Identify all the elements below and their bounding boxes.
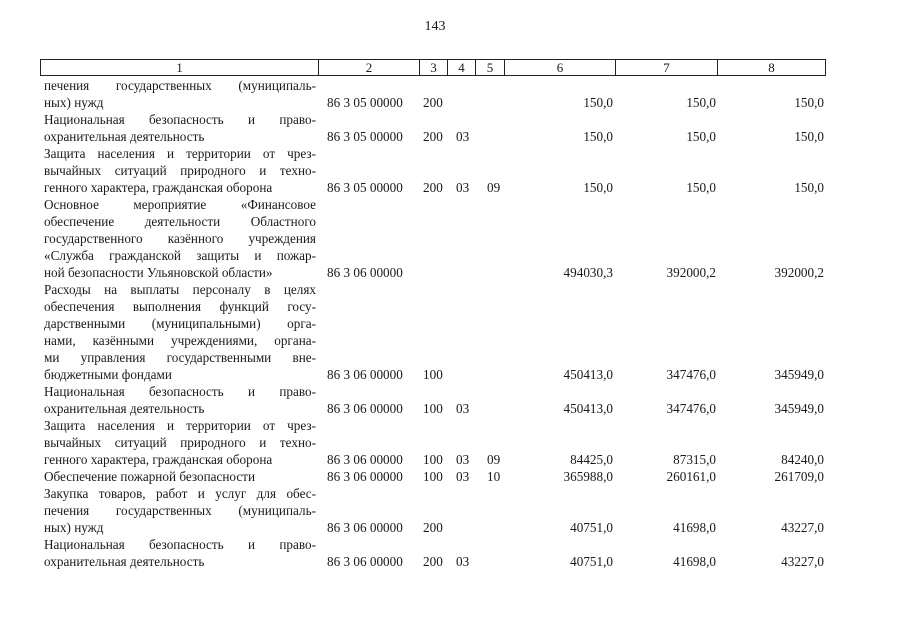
row-value-col8: 345949,0: [774, 367, 824, 382]
row-expense-type: 200: [423, 95, 443, 110]
row-value-col8: 43227,0: [781, 554, 824, 569]
row-section: 03: [456, 452, 470, 467]
page-number: 143: [424, 19, 446, 34]
row-section: 03: [456, 554, 470, 569]
row-value-col8: 392000,2: [774, 265, 824, 280]
row-value-col7: 150,0: [686, 129, 716, 144]
row-description-line: Расходы на выплаты персоналу в целях: [44, 282, 316, 297]
row-value-col6: 150,0: [583, 180, 613, 195]
row-value-col6: 494030,3: [563, 265, 613, 280]
header-col-8: 8: [718, 60, 826, 76]
row-value-col6: 150,0: [583, 95, 613, 110]
row-description-line: ных) нужд: [44, 520, 104, 535]
table-header: [40, 59, 826, 76]
row-description: [44, 536, 316, 570]
row-value-col8: 261709,0: [774, 469, 824, 484]
row-description-line: обеспечение деятельности Областного: [44, 214, 316, 229]
row-description-line: ми управления государственными вне-: [44, 350, 316, 365]
row-code: 86 3 06 00000: [327, 265, 403, 280]
row-code: 86 3 05 00000: [327, 129, 403, 144]
row-description-line: Защита населения и территории от чрез-: [44, 146, 316, 161]
table-row: [0, 196, 905, 281]
row-value-col8: 84240,0: [781, 452, 824, 467]
header-col-5: 5: [476, 60, 505, 76]
row-description: [44, 485, 316, 536]
row-description-line: Закупка товаров, работ и услуг для обес-: [44, 486, 316, 501]
header-col-4: 4: [448, 60, 476, 76]
row-description-line: вычайных ситуаций природного и техно-: [44, 163, 316, 178]
row-code: 86 3 06 00000: [327, 401, 403, 416]
row-expense-type: 100: [423, 452, 443, 467]
row-description-line: охранительная деятельность: [44, 554, 205, 569]
header-col-1: 1: [41, 60, 319, 76]
row-description: [44, 196, 316, 281]
row-value-col8: 150,0: [794, 129, 824, 144]
row-description-line: ной безопасности Ульяновской области»: [44, 265, 273, 280]
row-section: 03: [456, 401, 470, 416]
table-row: [0, 417, 905, 468]
row-code: 86 3 06 00000: [327, 554, 403, 569]
row-value-col6: 450413,0: [563, 401, 613, 416]
table-row: [0, 77, 905, 111]
row-expense-type: 200: [423, 554, 443, 569]
row-value-col7: 347476,0: [666, 401, 716, 416]
row-subsection: 09: [487, 452, 501, 467]
row-description: [44, 111, 316, 145]
row-subsection: 09: [487, 180, 501, 195]
row-expense-type: 200: [423, 520, 443, 535]
row-description-line: дарственными (муниципальными) орга-: [44, 316, 316, 331]
row-value-col7: 392000,2: [666, 265, 716, 280]
row-code: 86 3 06 00000: [327, 452, 403, 467]
row-description-line: бюджетными фондами: [44, 367, 172, 382]
table-row: [0, 145, 905, 196]
row-expense-type: 200: [423, 180, 443, 195]
row-value-col6: 40751,0: [570, 520, 613, 535]
row-expense-type: 200: [423, 129, 443, 144]
row-value-col7: 87315,0: [673, 452, 716, 467]
row-value-col6: 84425,0: [570, 452, 613, 467]
row-code: 86 3 06 00000: [327, 367, 403, 382]
row-section: 03: [456, 180, 470, 195]
row-description-line: Национальная безопасность и право-: [44, 384, 316, 399]
table-row: [0, 485, 905, 536]
row-section: 03: [456, 129, 470, 144]
row-description-line: охранительная деятельность: [44, 129, 205, 144]
row-value-col7: 41698,0: [673, 520, 716, 535]
table-row: [0, 468, 905, 485]
row-description: [44, 468, 316, 485]
row-description: [44, 417, 316, 468]
row-value-col7: 150,0: [686, 95, 716, 110]
row-description-line: «Служба гражданской защиты и пожар-: [44, 248, 316, 263]
row-value-col6: 40751,0: [570, 554, 613, 569]
row-value-col6: 365988,0: [563, 469, 613, 484]
row-value-col8: 345949,0: [774, 401, 824, 416]
row-description-line: Национальная безопасность и право-: [44, 537, 316, 552]
row-value-col8: 150,0: [794, 95, 824, 110]
row-description-line: Защита населения и территории от чрез-: [44, 418, 316, 433]
row-expense-type: 100: [423, 401, 443, 416]
header-col-2: 2: [319, 60, 420, 76]
row-description-line: ных) нужд: [44, 95, 104, 110]
row-code: 86 3 05 00000: [327, 95, 403, 110]
row-code: 86 3 06 00000: [327, 469, 403, 484]
row-subsection: 10: [487, 469, 501, 484]
row-description-line: обеспечения выполнения функций госу-: [44, 299, 316, 314]
table-row: [0, 536, 905, 570]
row-value-col6: 150,0: [583, 129, 613, 144]
row-description-line: охранительная деятельность: [44, 401, 205, 416]
row-description-line: Национальная безопасность и право-: [44, 112, 316, 127]
row-description: [44, 383, 316, 417]
row-value-col7: 150,0: [686, 180, 716, 195]
row-description: [44, 77, 316, 111]
row-description: [44, 145, 316, 196]
row-value-col7: 260161,0: [666, 469, 716, 484]
row-expense-type: 100: [423, 469, 443, 484]
row-value-col6: 450413,0: [563, 367, 613, 382]
row-description-line: вычайных ситуаций природного и техно-: [44, 435, 316, 450]
row-description-line: генного характера, гражданская оборона: [44, 180, 273, 195]
header-col-7: 7: [616, 60, 718, 76]
row-description-line: Основное мероприятие «Финансовое: [44, 197, 316, 212]
row-code: 86 3 06 00000: [327, 520, 403, 535]
row-section: 03: [456, 469, 470, 484]
row-description-line: генного характера, гражданская оборона: [44, 452, 273, 467]
row-value-col8: 43227,0: [781, 520, 824, 535]
row-code: 86 3 05 00000: [327, 180, 403, 195]
row-value-col7: 347476,0: [666, 367, 716, 382]
row-expense-type: 100: [423, 367, 443, 382]
row-description: [44, 281, 316, 383]
row-description-line: нами, казёнными учреждениями, органа-: [44, 333, 316, 348]
table-row: [0, 383, 905, 417]
row-value-col7: 41698,0: [673, 554, 716, 569]
row-description-line: Обеспечение пожарной безопасности: [44, 469, 256, 484]
header-col-3: 3: [420, 60, 448, 76]
table-row: [0, 111, 905, 145]
header-col-6: 6: [505, 60, 616, 76]
table-row: [0, 281, 905, 383]
row-description-line: государственного казённого учреждения: [44, 231, 316, 246]
row-description-line: печения государственных (муниципаль-: [44, 78, 316, 93]
row-value-col8: 150,0: [794, 180, 824, 195]
row-description-line: печения государственных (муниципаль-: [44, 503, 316, 518]
